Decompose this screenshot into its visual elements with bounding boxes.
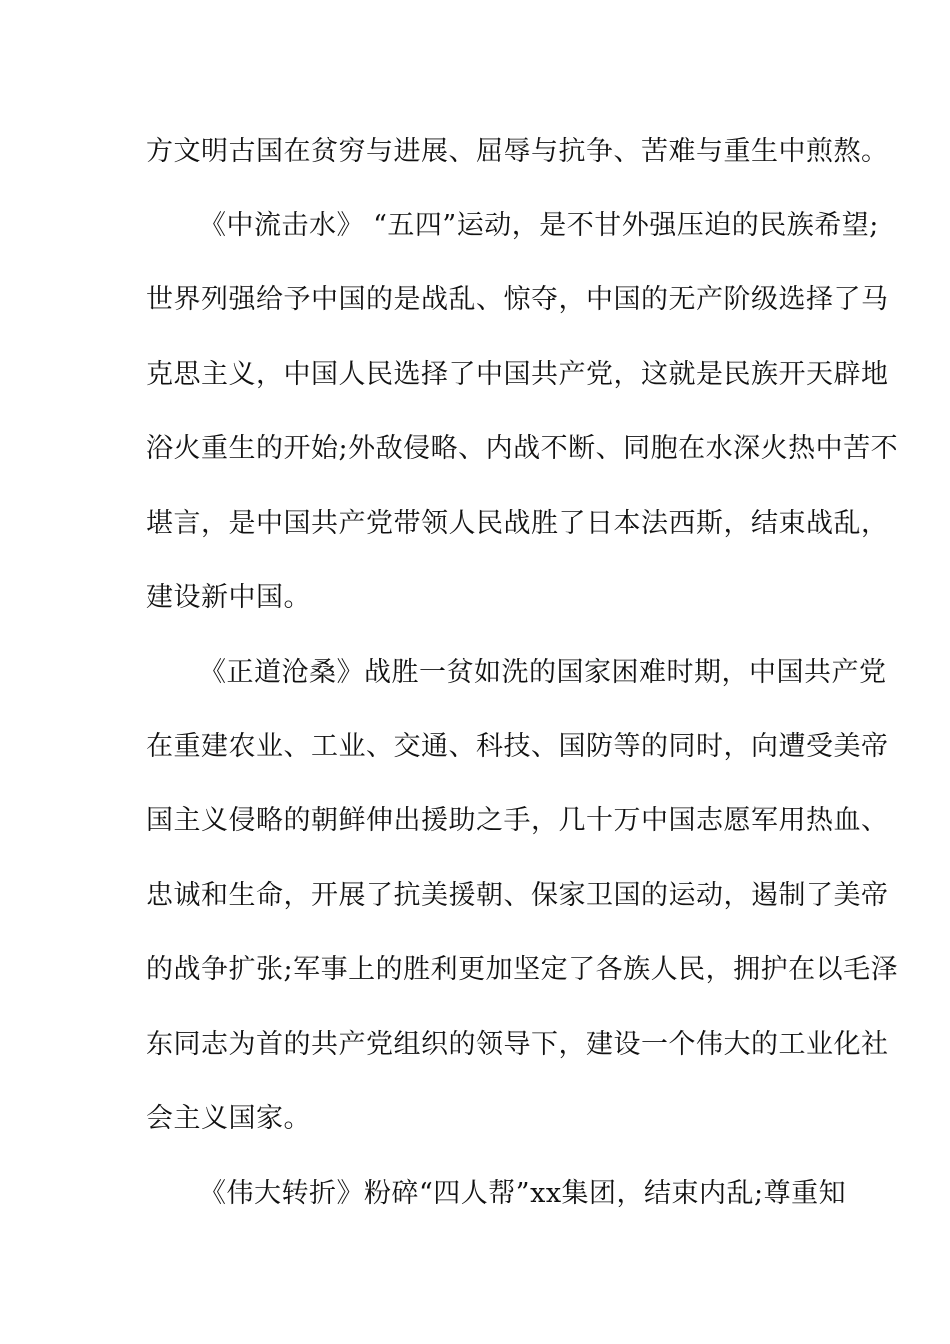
text-line-8: 《正道沧桑》战胜一贫如洗的国家困难时期，中国共产党	[199, 657, 887, 688]
text-line-6: 堪言，是中国共产党带领人民战胜了日本法西斯，结束战乱，	[146, 508, 889, 539]
text-line-15: 《伟大转折》粉碎“四人帮”xx集团，结束内乱;尊重知	[199, 1178, 847, 1209]
text-line-9: 在重建农业、工业、交通、科技、国防等的同时，向遭受美帝	[146, 731, 889, 762]
text-line-12: 的战争扩张;军事上的胜利更加坚定了各族人民，拥护在以毛泽	[146, 954, 899, 985]
text-line-5: 浴火重生的开始;外敌侵略、内战不断、同胞在水深火热中苦不	[146, 433, 899, 464]
text-line-11: 忠诚和生命，开展了抗美援朝、保家卫国的运动，遏制了美帝	[146, 880, 889, 911]
text-line-4: 克思主义，中国人民选择了中国共产党，这就是民族开天辟地	[146, 359, 889, 390]
text-line-3: 世界列强给予中国的是战乱、惊夺，中国的无产阶级选择了马	[146, 284, 889, 315]
text-line-7: 建设新中国。	[146, 582, 311, 613]
text-line-2: 《中流击水》 “五四”运动，是不甘外强压迫的民族希望;	[199, 210, 879, 241]
text-line-14: 会主义国家。	[146, 1103, 311, 1134]
text-line-1: 方文明古国在贫穷与进展、屈辱与抗争、苦难与重生中煎熬。	[146, 136, 889, 167]
text-line-10: 国主义侵略的朝鲜伸出援助之手，几十万中国志愿军用热血、	[146, 805, 889, 836]
text-line-13: 东同志为首的共产党组织的领导下，建设一个伟大的工业化社	[146, 1029, 889, 1060]
